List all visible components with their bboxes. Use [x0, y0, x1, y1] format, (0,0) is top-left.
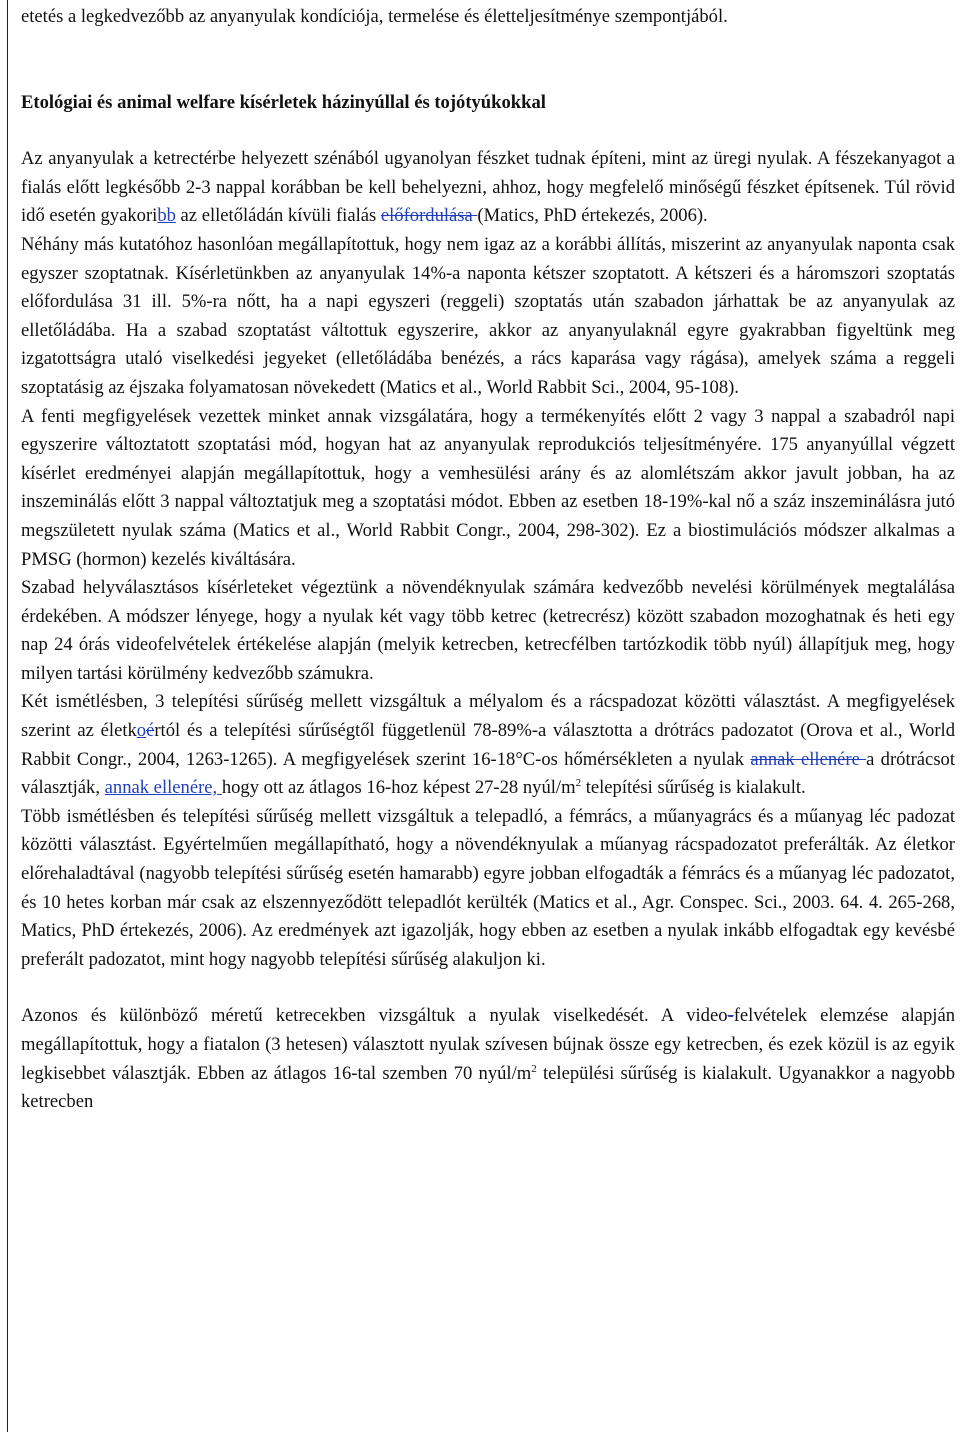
paragraph-floor-choice: [21, 688, 955, 802]
tracked-deletion: -: [727, 1005, 734, 1027]
paragraph-nursing: Néhány más kutatóhoz hasonlóan megállapítottuk, hogy nem igaz az a korábbi állítás, miszerint az anyanyulak naponta csak egyszer szoptatnak. Kísérletünkben az anyanyulak 14%-a naponta kétszer szoptatott. A kétszeri és a háromszori szoptatás előfordulása 31 ill. 5%-ra nőtt, ha a napi egyszeri (reggeli) szoptatás után szabadon járhattak be az anyanyulak az elletőládába. Ha a szabad szoptatást váltottuk egyszerire, akkor az anyanyulaknál egyre gyakrabban figyeltünk meg izgatottságra utaló viselkedési jegyeket (elletőládába benézés, a rács kaparása vagy rágása), amelyek száma a reggeli szoptatásig az éjszaka folyamatosan növekedett (Matics et al., World Rabbit Sci., 2004, 95-108).: [21, 233, 955, 398]
paragraph-spacer: [21, 974, 955, 1002]
paragraph-nest-building: [21, 145, 955, 231]
text-run: rtól és a telepítési sűrűségtől függetlenül 78-89%-a választotta a drótrács padozatot (Orova et al., World Rabbit Congr., 2004, 1263-1265). A megfigyelések szerint 16-18°C-os hőmérsékleten a nyulak: [21, 720, 956, 770]
text-run: a drótrácsot választják,: [21, 748, 956, 799]
tracked-deletion: annak ellenére: [750, 748, 867, 770]
document-page: [21, 3, 955, 1117]
intro-paragraph: etetés a legkedvezőbb az anyanyulak kondíciója, termelése és életteljesítménye szempontjából.: [21, 6, 728, 27]
text-run: hogy ott az átlagos 16-hoz képest 27-28 nyúl/m: [221, 777, 576, 799]
paragraph-free-choice: Szabad helyválasztásos kísérleteket végeztünk a növendéknyulak számára kedvezőbb nevelési körülmények megtalálása érdekében. A módszer lényege, hogy a nyulak két vagy több ketrec (ketrecrész) között szabadon mozoghatnak és heti egy nap 24 órás videofelvételek értékelése alapján (melyik ketrecben, ketrecfélben tartózkodik több nyúl) állapítjuk meg, hogy milyen tartási körülmény kedvezőbb számukra.: [21, 577, 955, 684]
paragraph-cage-size: [21, 1002, 955, 1116]
text-run: (Matics, PhD értekezés, 2006).: [477, 205, 708, 227]
text-run: Az anyanyulak a ketrectérbe helyezett szénából ugyanolyan fészket tudnak építeni, mint az üregi nyulak. A fészekanyagot a fialás előtt legkésőbb 2-3 nappal korábban be kell behelyezni, ahhoz, hogy megfelelő minőségű fészket építsenek. Túl rövid idő esetén gyakori: [21, 148, 955, 227]
tracked-insertion: o: [136, 720, 147, 742]
section-heading: Etológiai és animal welfare kísérletek házinyúllal és tojótyúkokkal: [21, 91, 546, 113]
paragraph-reproduction: A fenti megfigyelések vezettek minket annak vizsgálatára, hogy a termékenyítés előtt 2 vagy 3 nappal a szabadról napi egyszerire változtatott szoptatási mód, hogyan hat az anyanyulak reprodukciós teljesítményére. 175 anyanyúllal végzett kísérlet eredményei alapján megállapítottuk, hogy a vemhesülési arány és az alomlétszám akkor javult jobban, ha az inszeminálás előtt 3 nappal változtatjuk meg a szoptatási módot. Ebben az esetben 18-19%-kal nő a száz inszeminálásra jutó megszületett nyulak száma (Matics et al., World Rabbit Congr., 2004, 298-302). Ez a biostimulációs módszer alkalmas a PMSG (hormon) kezelés kiváltására.: [21, 405, 955, 570]
superscript: 2: [575, 777, 582, 790]
tracked-deletion: é: [146, 720, 155, 742]
superscript: 2: [531, 1062, 537, 1075]
paragraph-spacer: [21, 61, 955, 89]
text-run: Két ismétlésben, 3 telepítési sűrűség mellett vizsgáltuk a mélyalom és a rácspadozat közötti választást. A megfigyelések szerint az életk: [21, 691, 955, 742]
text-run: az elletőládán kívüli fialás: [175, 205, 381, 227]
text-run: települési sűrűség is kialakult. Ugyanakkor a nagyobb ketrecben: [21, 1062, 956, 1113]
paragraph-floor-types: Több ismétlésben és telepítési sűrűség mellett vizsgáltuk a telepadló, a fémrács, a műanyagrács és a műanyag léc padozat közötti választást. Egyértelműen megállapítható, hogy a növendéknyulak a műanyag rácspadozatot preferálták. Az életkor előrehaladtával (nagyobb telepítési sűrűség esetén hamarabb) egyre jobban elfogadták a fémrács és a műanyag léc padozatot, és 10 hetes korban már csak az elszennyeződött telepadlót kerülték (Matics et al., Agr. Conspec. Sci., 2003. 64. 4. 265-268, Matics, PhD értekezés, 2006). Az eredmények azt igazolják, hogy ebben az esetben a nyulak inkább elfogadtak egy kevésbé preferált padozatot, mint hogy nagyobb telepítési sűrűség alakuljon ki.: [21, 805, 955, 970]
tracked-insertion: bb: [157, 205, 176, 227]
margin-rule: [7, 0, 8, 1432]
paragraph-spacer: [21, 32, 955, 61]
text-run: Azonos és különböző méretű ketrecekben vizsgáltuk a nyulak viselkedését. A video: [21, 1005, 728, 1027]
paragraph-spacer: [21, 117, 955, 145]
text-run: telepítési sűrűség is kialakult.: [581, 777, 806, 799]
tracked-deletion: előfordulása: [380, 205, 478, 227]
text-run: felvételek elemzése alapján megállapítottuk, hogy a fiatalon (3 hetesen) választott nyulak szívesen bújnak össze egy ketrecben, és ezek közül is az egyik legkisebbet választják. Ebben az átlagos 16-tal szemben 70 nyúl/m: [21, 1005, 956, 1084]
tracked-insertion: annak ellenére,: [104, 777, 222, 799]
